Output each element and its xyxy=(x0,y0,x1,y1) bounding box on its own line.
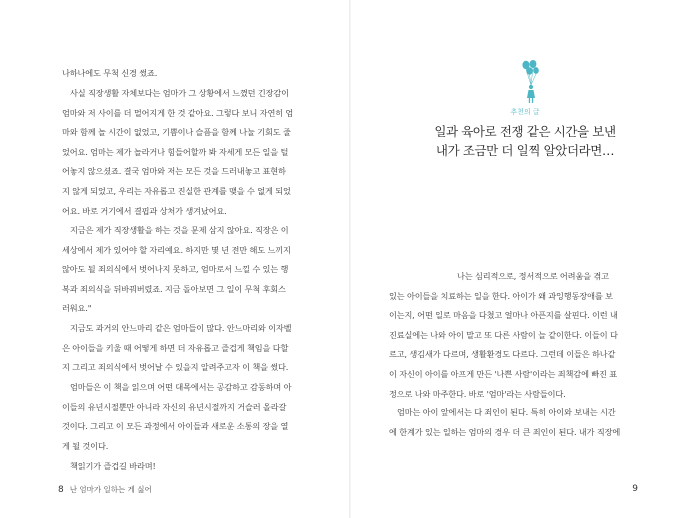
text-line: 진료실에는 나와 아이 말고 또 다른 사람이 늘 같이한다. 이들이 다 xyxy=(389,329,618,340)
page-number: 9 xyxy=(632,484,638,494)
title-line: 내가 조금만 더 일찍 알았더라면… xyxy=(435,143,615,158)
text-line: 이들의 유년시절뿐만 아니라 자신의 유년시절까지 거슬러 올라갈 xyxy=(62,401,287,412)
balloon-girl-icon xyxy=(518,60,544,104)
left-paragraph-6 xyxy=(62,457,296,477)
text-line: 있는 아이들을 치료하는 일을 한다. 아이가 왜 과잉행동장애를 보 xyxy=(389,290,613,301)
running-head: 난 엄마가 일하는 게 싫어 xyxy=(69,485,152,494)
text-line: 게 될 것이다. xyxy=(62,440,109,451)
right-page xyxy=(350,0,700,518)
text-line: 었어요. 엄마는 제가 놀라거나 힘들어할까 봐 자세게 모든 일을 털 xyxy=(62,146,289,157)
left-folio xyxy=(58,484,152,495)
section-label: 추천의 글 xyxy=(510,108,540,116)
text-line: 은 아이들을 키울 때 어떻게 하면 더 자유롭고 즐겁게 책임을 다할 xyxy=(62,342,289,353)
text-line: 것이다. 그리고 이 모든 과정에서 아이들과 새로운 소통의 장을 열 xyxy=(62,421,289,432)
text-line: 않아도 될 죄의식에서 벗어나지 못하고, 엄마로서 느낄 수 있는 행 xyxy=(62,264,289,275)
right-paragraph-1 xyxy=(389,267,641,404)
text-line: 사실 직장생활 자체보다는 엄마가 그 상황에서 느꼈던 긴장감이 xyxy=(70,88,289,98)
text-line: 이는지, 어떤 일로 마음을 다쳤고 얼마나 아픈지를 살핀다. 이런 내 xyxy=(389,310,618,321)
text-line: 어놓지 않으셨죠. 결국 엄마와 저는 모든 것을 드러내놓고 표현하 xyxy=(62,166,286,177)
text-line: 엄마와 저 사이를 더 멀어지게 한 것 같아요. 그렇다 보니 자연히 엄 xyxy=(62,107,294,118)
text-line: 어요. 바로 거기에서 결핍과 상처가 생겨났어요. xyxy=(62,205,227,216)
text-line: 엄마는 아이 앞에서는 다 죄인이 된다. 특히 아이와 보내는 시간 xyxy=(397,407,616,417)
title-line: 일과 육아로 전쟁 같은 시간을 보낸 xyxy=(434,124,616,139)
left-paragraph-3 xyxy=(62,221,296,319)
text-line: 에 한계가 있는 일하는 엄마의 경우 더 큰 죄인이 된다. 내가 직장에 xyxy=(389,426,621,437)
section-title xyxy=(350,122,700,160)
text-line: 지금도 과거의 안느마리 같은 엄마들이 많다. 안느마리와 이자벨 xyxy=(70,323,292,333)
text-line: 복과 죄의식을 뒤바꿔버렸죠. 지금 돌아보면 그 일이 무척 후회스 xyxy=(62,283,286,294)
page-number: 8 xyxy=(58,485,64,495)
text-line: 지 않게 되었고, 우리는 자유롭고 진실한 관계를 맺을 수 없게 되었 xyxy=(62,185,291,196)
text-line: 르고, 생김새가 다르며, 생활환경도 다르다. 그런데 이들은 하나같 xyxy=(389,349,616,360)
text-line: 지 그리고 죄의식에서 벗어날 수 있을지 알려주고자 이 책을 썼다. xyxy=(62,362,289,373)
text-line: 세상에서 제가 있어야 할 자리예요. 하지만 몇 년 전만 해도 느끼지 xyxy=(62,244,291,255)
left-paragraph-2 xyxy=(62,84,296,221)
text-line: 정으로 나와 마주한다. 바로 '엄마'라는 사람들이다. xyxy=(389,388,566,399)
left-paragraph-4 xyxy=(62,319,296,378)
text-line: 나하나에도 무척 신경 썼죠. xyxy=(62,68,158,78)
text-line: 이 자신이 아이를 아프게 만든 '나쁜 사람'이라는 죄책감에 빠진 표 xyxy=(389,368,618,379)
right-paragraph-2 xyxy=(389,403,641,442)
text-line: 마와 함께 놀 시간이 없었고, 기쁨이나 슬픔을 함께 나눌 기회도 줄 xyxy=(62,127,291,138)
text-line: 책읽기가 즐겁길 바라며! xyxy=(70,461,156,471)
left-paragraph-5 xyxy=(62,378,296,456)
text-line: 나는 심리적으로, 정서적으로 어려움을 겪고 xyxy=(457,271,609,281)
text-line: 엄마들은 이 책을 읽으며 어떤 대목에서는 공감하고 감동하며 아 xyxy=(70,382,292,392)
left-paragraph-1 xyxy=(62,64,296,84)
text-line: 지금은 제가 직장생활을 하는 것을 문제 삼지 않아요. 직장은 이 xyxy=(70,225,289,235)
text-line: 러워요." xyxy=(62,303,92,314)
